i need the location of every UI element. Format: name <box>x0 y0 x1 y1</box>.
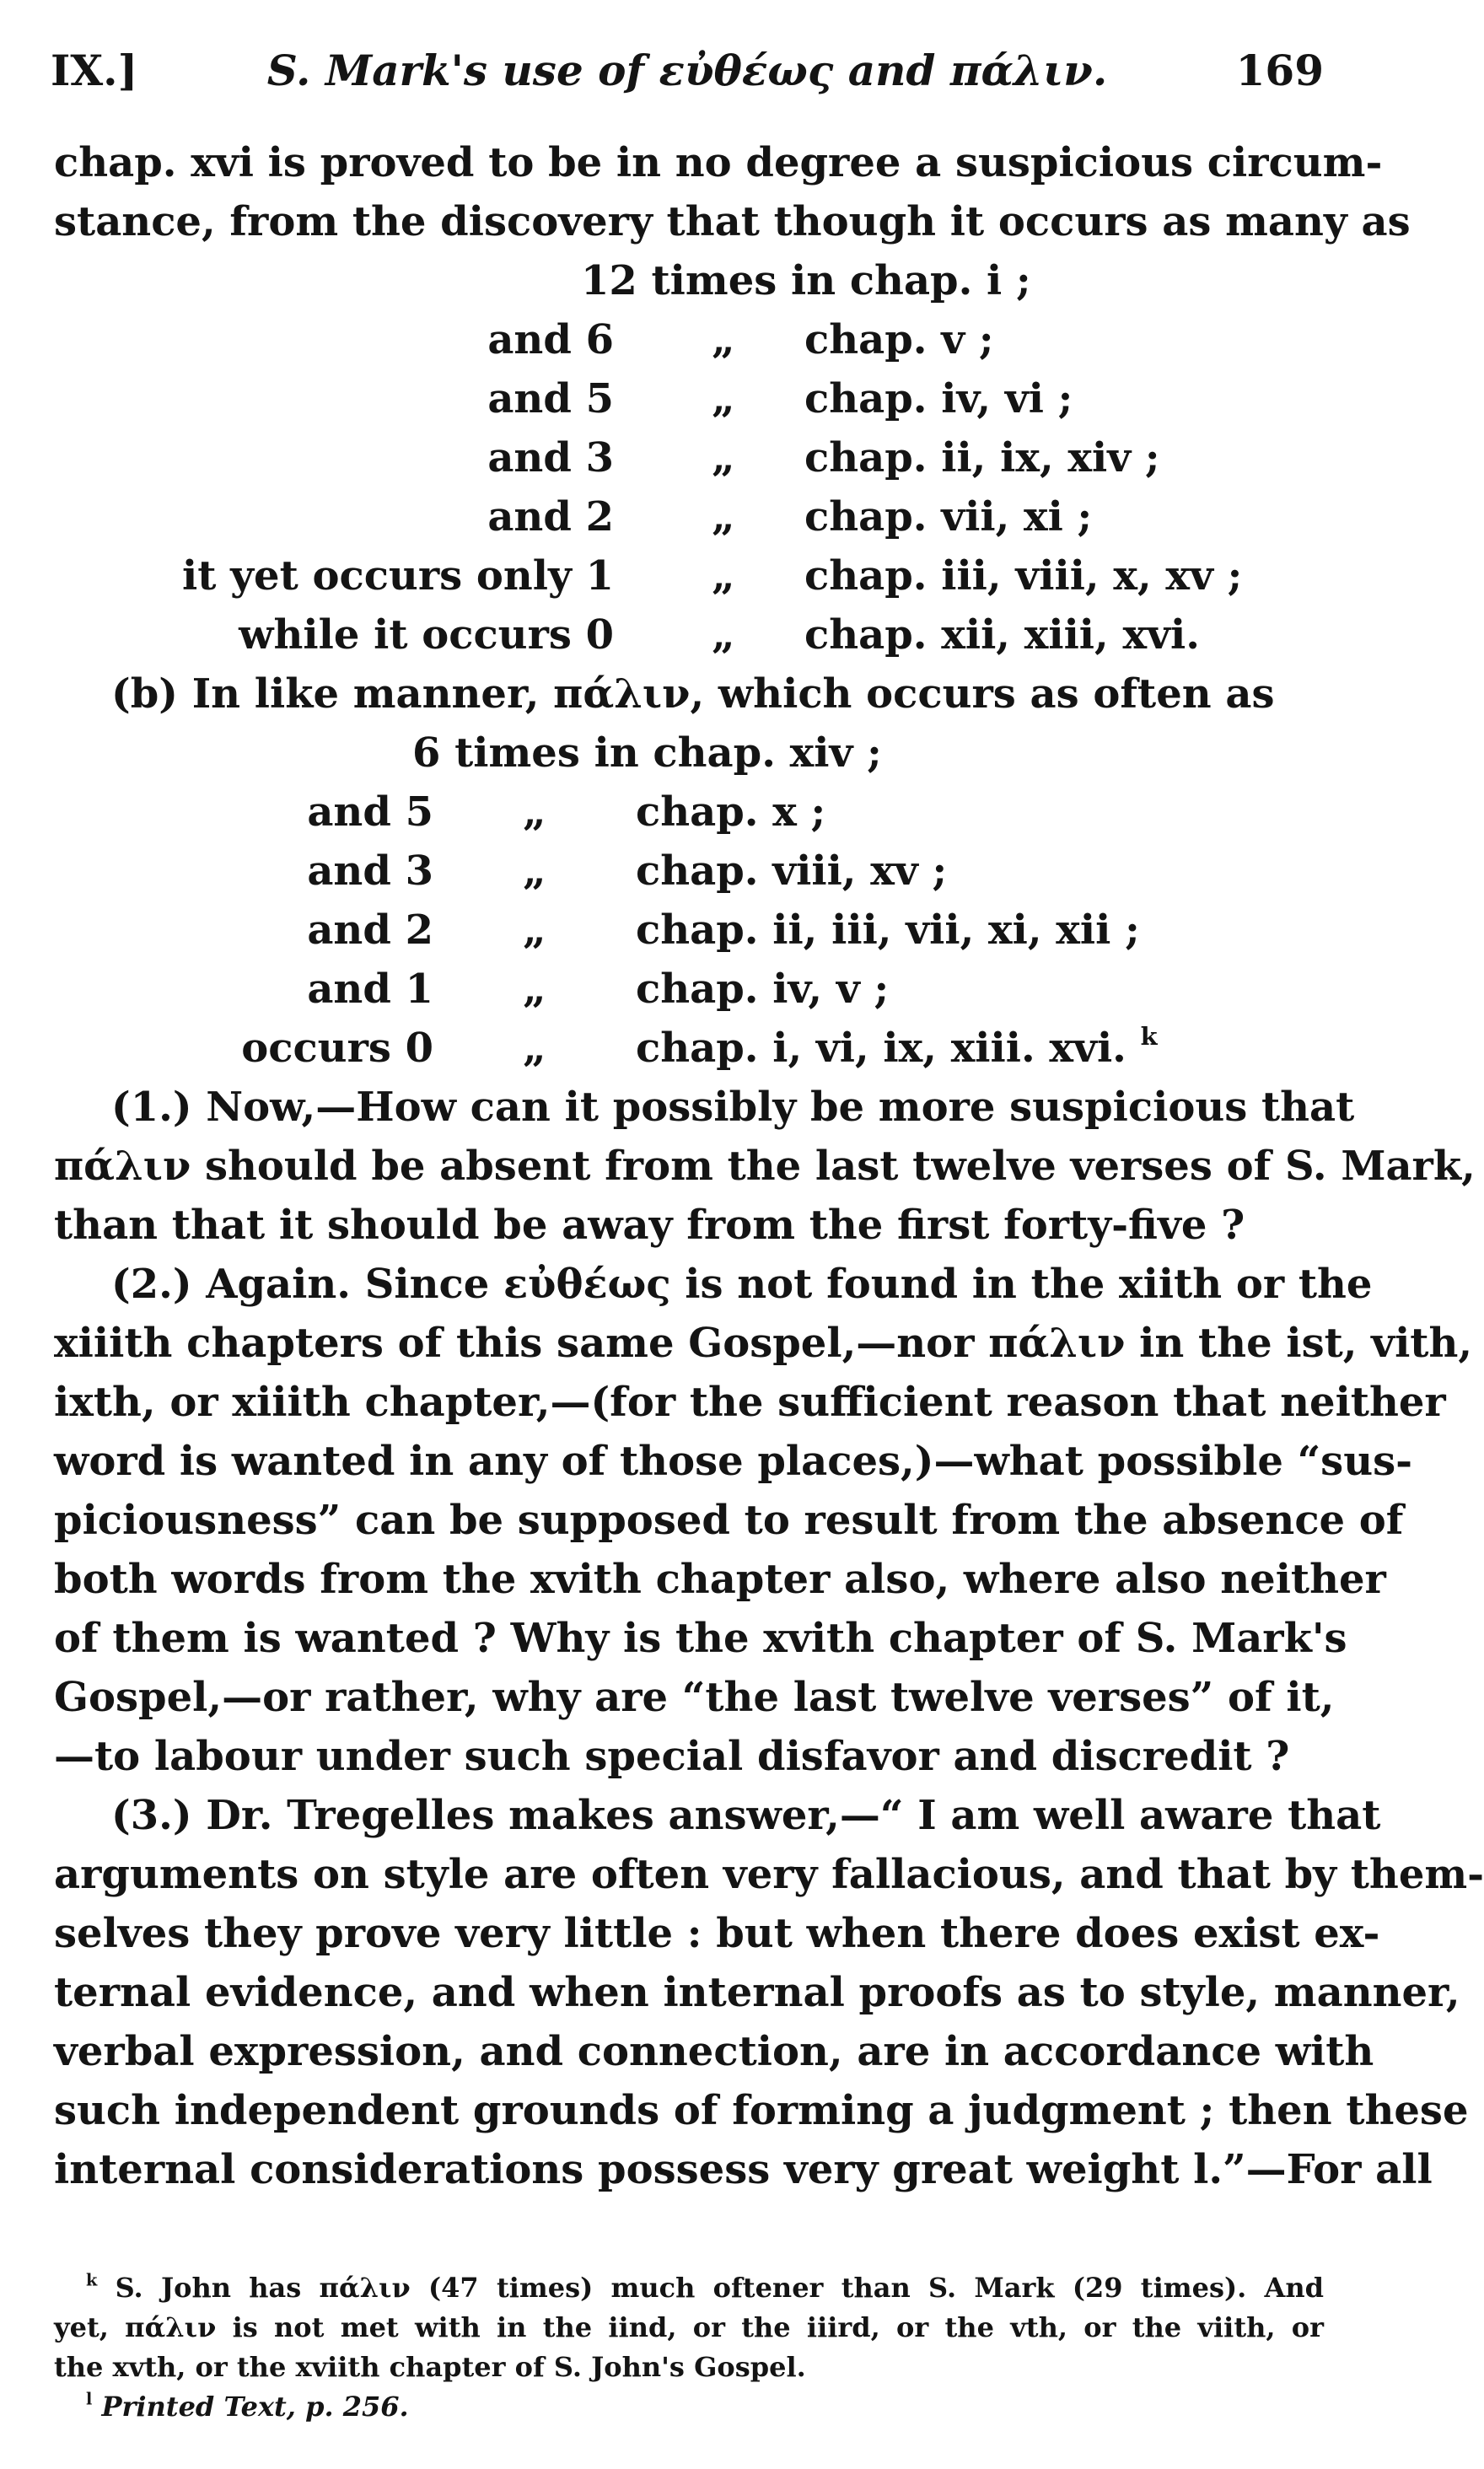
paragraph-3-line: such independent grounds of forming a judgment ; then these <box>54 2087 1469 2134</box>
footnote-ref-k: k <box>1140 1021 1158 1051</box>
table-b-row: and 5 „ chap. x ; <box>307 788 826 836</box>
paragraph-3-line: verbal expression, and connection, are in accordance with <box>54 2028 1374 2075</box>
footnote-k-line: yet, πάλιν is not met with in the iind, or the iiird, or the vth, or the viith, or <box>54 2311 1324 2343</box>
paragraph-2-line: —to labour under such special disfavor and discredit ? <box>54 1733 1290 1780</box>
paragraph-3-line: selves they prove very little : but when there does exist ex- <box>54 1910 1380 1957</box>
text-line: stance, from the discovery that though it occurs as many as <box>54 198 1411 245</box>
footnote-k-line: $^k$ S. John has πάλιν (47 times) much oftener than S. Mark (29 times). And <box>86 2270 1325 2304</box>
paragraph-2-line: (2.) Again. Since εὐθέως is not found in the xiith or the <box>111 1261 1373 1308</box>
table-b-row: and 3 „ chap. viii, xv ; <box>307 847 948 895</box>
paragraph-3-line: arguments on style are often very fallacious, and that by them- <box>54 1851 1484 1898</box>
footnote-l-line: $^l$ Printed Text, p. 256. <box>86 2389 409 2423</box>
footnote-k-line: the xvth, or the xviith chapter of S. John's Gospel. <box>54 2351 806 2383</box>
table-a-head: 12 times in chap. i ; <box>581 257 1031 304</box>
table-b-row: and 1 „ chap. iv, v ; <box>307 966 890 1013</box>
table-b-head: 6 times in chap. xiv ; <box>412 729 882 777</box>
paragraph-3-line: ternal evidence, and when internal proofs as to style, manner, <box>54 1969 1460 2016</box>
table-a-row: and 2 „ chap. vii, xi ; <box>487 493 1093 541</box>
footnotes <box>54 2268 1324 2427</box>
footnote-mark-k: k <box>86 2270 98 2290</box>
paragraph-1-line: πάλιν should be absent from the last twelve verses of S. Mark, <box>54 1143 1476 1190</box>
paragraph-2-line: both words from the xvith chapter also, where also neither <box>54 1556 1386 1603</box>
table-a-row: it yet occurs only 1 „ chap. iii, viii, x, xv ; <box>182 552 1243 600</box>
page-number: 169 <box>1235 46 1324 95</box>
table-b-row: and 2 „ chap. ii, iii, vii, xi, xii ; <box>307 906 1140 954</box>
table-b-row: occurs 0 „ chap. i, vi, ix, xiii. xvi. $^k$ <box>241 1021 1158 1072</box>
main-text <box>54 133 1484 2199</box>
table-a-row: and 6 „ chap. v ; <box>487 316 994 363</box>
table-a-row: and 3 „ chap. ii, ix, xiv ; <box>487 434 1160 481</box>
paragraph-3-line: internal considerations possess very great weight l.”—For all <box>54 2146 1433 2193</box>
paragraph-1-line: than that it should be away from the first forty-five ? <box>54 1202 1245 1249</box>
paragraph-2-line: ixth, or xiiith chapter,—(for the sufficient reason that neither <box>54 1379 1446 1426</box>
paragraph-2-line: piciousness” can be supposed to result from the absence of <box>54 1497 1404 1544</box>
paragraph-3-line: (3.) Dr. Tregelles makes answer,—“ I am well aware that <box>111 1792 1381 1839</box>
paragraph-1-line: (1.) Now,—How can it possibly be more suspicious that <box>111 1084 1355 1131</box>
table-a-row: while it occurs 0 „ chap. xii, xiii, xvi. <box>239 611 1200 659</box>
paragraph-2-line: xiiith chapters of this same Gospel,—nor πάλιν in the ist, vith, <box>54 1320 1473 1367</box>
section-number: IX.] <box>51 46 138 95</box>
text-line: chap. xvi is proved to be in no degree a suspicious circum- <box>54 139 1383 186</box>
table-a-row: and 5 „ chap. iv, vi ; <box>487 375 1073 422</box>
paragraph-2-line: Gospel,—or rather, why are “the last twelve verses” of it, <box>54 1674 1335 1721</box>
running-title: S. Mark's use of εὐθέως and πάλιν. <box>266 46 1108 95</box>
paragraph-2-line: word is wanted in any of those places,)—what possible “sus- <box>54 1438 1413 1485</box>
running-header <box>51 37 1324 105</box>
paragraph-b: (b) In like manner, πάλιν, which occurs as often as <box>111 670 1275 718</box>
footnote-mark-l: l <box>86 2389 93 2409</box>
paragraph-2-line: of them is wanted ? Why is the xvith chapter of S. Mark's <box>54 1615 1347 1662</box>
